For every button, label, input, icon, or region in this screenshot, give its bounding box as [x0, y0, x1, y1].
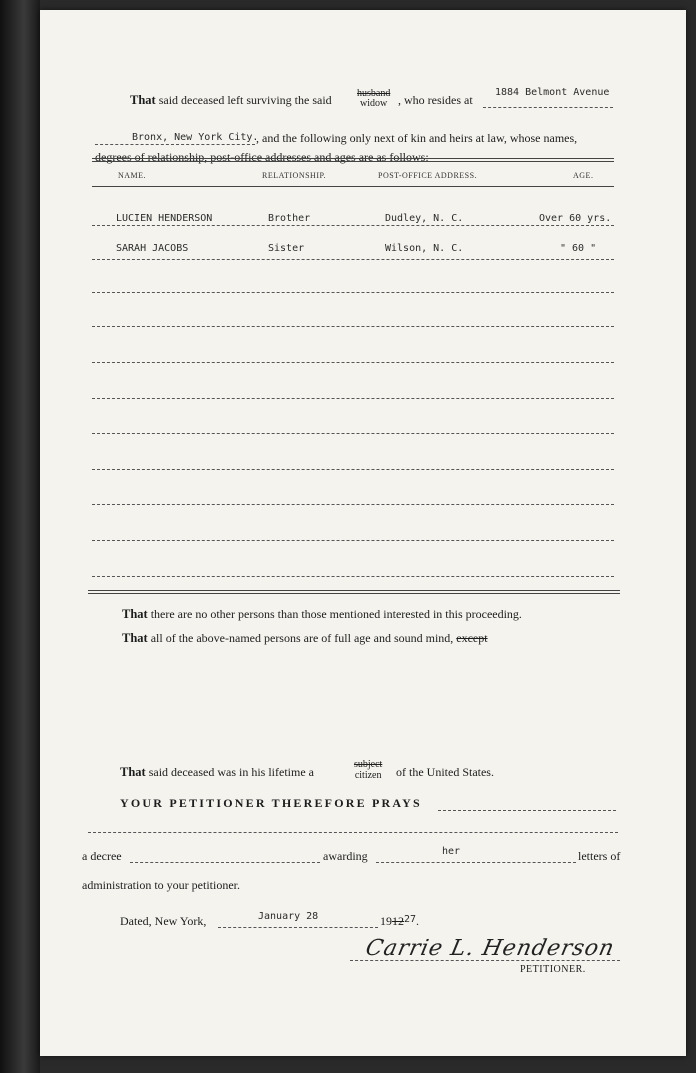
prayer-heading: YOUR PETITIONER THEREFORE PRAYS	[120, 796, 422, 810]
para4-line	[120, 765, 314, 780]
year-prefix: 19	[380, 914, 392, 928]
dated-label: Dated, New York,	[120, 914, 207, 928]
para3	[122, 631, 488, 646]
para1-lead: That	[130, 93, 156, 107]
para4-text-a: said deceased was in his lifetime a	[148, 765, 314, 779]
para2	[122, 607, 522, 622]
row1-relationship: Brother	[268, 213, 311, 224]
para1-text-a: said deceased left surviving the said	[158, 93, 332, 107]
para4-text-b: of the United States.	[396, 765, 494, 779]
nationality-word	[354, 759, 382, 781]
row1-age: Over 60 yrs.	[539, 213, 612, 224]
para4-lead: That	[120, 765, 146, 779]
struck-subject: subject	[354, 759, 383, 770]
document-page	[40, 10, 686, 1056]
decree-label: a decree	[82, 849, 122, 863]
awarding-label: awarding	[323, 849, 368, 863]
row1-address: Dudley, N. C.	[385, 213, 464, 224]
para1-line1	[130, 93, 332, 108]
dated-year	[380, 914, 419, 929]
row2-age: " 60 "	[560, 243, 597, 254]
year-typed: 27	[404, 914, 417, 925]
struck-except: except	[456, 631, 488, 645]
year-period: .	[416, 914, 420, 928]
row2-name: SARAH JACOBS	[116, 243, 189, 254]
para2-text: there are no other persons than those mentioned interested in this proceeding.	[150, 607, 522, 621]
para1-text-b: , who resides at	[398, 93, 473, 107]
header-address: POST-OFFICE ADDRESS.	[378, 171, 478, 180]
struck-husband: husband	[357, 88, 391, 99]
letters-label: letters of	[578, 849, 621, 863]
header-relationship: RELATIONSHIP.	[262, 171, 327, 180]
widow-word: widow	[360, 98, 388, 109]
para2-lead: That	[122, 607, 148, 621]
spouse-word	[357, 89, 390, 109]
address-line1: 1884 Belmont Avenue	[495, 87, 610, 98]
petitioner-signature: Carrie L. Henderson	[363, 936, 617, 961]
book-spine	[0, 0, 40, 1073]
header-age: AGE.	[573, 171, 594, 180]
dated-date: January 28	[258, 911, 319, 922]
para3-text: all of the above-named persons are of full age and sound mind,	[150, 631, 454, 645]
year-printed: 12	[392, 914, 404, 928]
petitioner-title: PETITIONER.	[520, 964, 586, 975]
para1-text-d: degrees of relationship, post-office addresses and ages are as follows:	[95, 150, 429, 164]
para1-text-c: , and the following only next of kin and heirs at law, whose names,	[256, 131, 578, 145]
row1-name: LUCIEN HENDERSON	[116, 213, 213, 224]
row2-address: Wilson, N. C.	[385, 243, 464, 254]
pronoun-her: her	[442, 846, 461, 857]
admin-text: administration to your petitioner.	[82, 878, 240, 892]
row2-relationship: Sister	[268, 243, 305, 254]
para3-lead: That	[122, 631, 148, 645]
header-name: NAME.	[118, 171, 147, 180]
address-line2: Bronx, New York City.	[132, 132, 259, 143]
citizen-word: citizen	[354, 770, 382, 781]
